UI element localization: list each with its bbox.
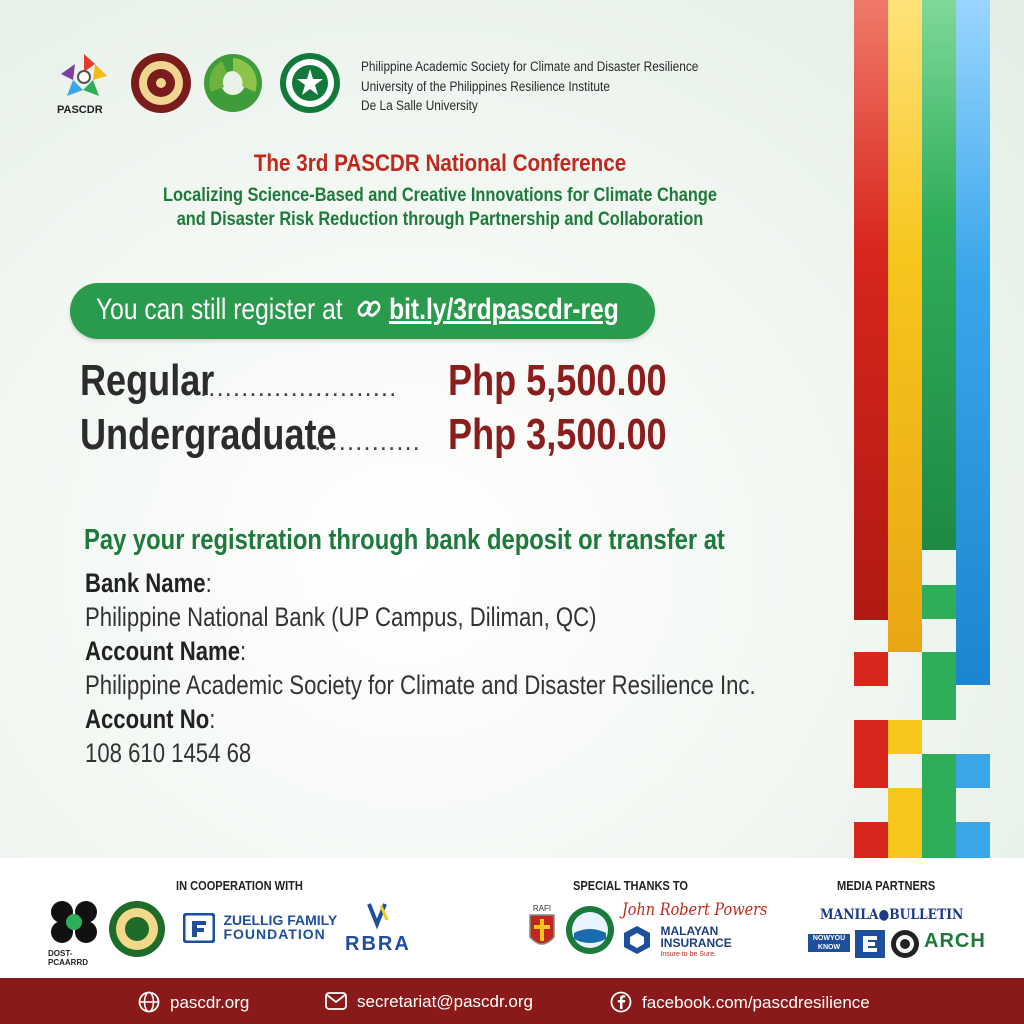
account-no-value: 108 610 1454 68 xyxy=(85,738,252,768)
e-logo xyxy=(855,930,885,958)
facebook-contact[interactable] xyxy=(610,991,870,1013)
media-seal xyxy=(890,929,920,964)
fee-dots: ............. xyxy=(314,426,421,456)
rbra-logo: RBRA xyxy=(345,902,411,956)
organizer-line: University of the Philippines Resilience Institute xyxy=(361,78,610,94)
fee-label: Undergraduate xyxy=(80,410,337,459)
globe-icon xyxy=(138,991,160,1013)
conference-title: The 3rd PASCDR National Conference xyxy=(253,150,627,177)
bank-name-value: Philippine National Bank (UP Campus, Diliman, QC) xyxy=(85,602,597,632)
pascdr-logo xyxy=(55,50,113,120)
plmun-seal xyxy=(108,900,166,963)
malayan-icon xyxy=(622,925,652,955)
bank-name-label: Bank Name xyxy=(85,568,206,598)
account-name-label: Account Name xyxy=(85,636,241,666)
zuellig-logo: ZUELLIG FAMILY FOUNDATION xyxy=(183,913,337,944)
fee-amount: Php 3,500.00 xyxy=(448,410,667,459)
media-heading: MEDIA PARTNERS xyxy=(837,878,936,893)
organizer-line: Philippine Academic Society for Climate and Disaster Resilience xyxy=(361,59,699,74)
payment-heading: Pay your registration through bank deposit or transfer at xyxy=(84,524,725,556)
account-no-label: Account No xyxy=(85,704,210,734)
fee-amount: Php 5,500.00 xyxy=(448,356,667,405)
dost-label: DOST-PCAARRD xyxy=(48,949,88,967)
conference-subtitle-line: Localizing Science-Based and Creative Innovations for Climate Change xyxy=(163,185,717,206)
manila-bulletin-logo: MANILA●BULLETIN xyxy=(820,907,964,923)
account-name-value: Philippine Academic Society for Climate and Disaster Resilience Inc. xyxy=(85,670,756,700)
registration-link[interactable]: bit.ly/3rdpascdr-reg xyxy=(389,293,619,326)
link-icon xyxy=(356,295,382,323)
organizer-line: De La Salle University xyxy=(361,98,478,113)
facebook-icon xyxy=(610,991,632,1013)
cooperation-heading: IN COOPERATION WITH xyxy=(176,878,303,893)
contact-bar xyxy=(0,978,1024,1024)
rbra-icon xyxy=(363,902,393,930)
conference-subtitle-line: and Disaster Risk Reduction through Partnership and Collaboration xyxy=(176,209,704,230)
thanks-heading: SPECIAL THANKS TO xyxy=(573,878,689,893)
registration-banner xyxy=(70,283,655,339)
fee-dots: ........................ xyxy=(200,372,398,402)
registration-prefix: You can still register at xyxy=(96,293,343,326)
up-seal xyxy=(130,52,192,119)
upri-logo xyxy=(202,52,264,119)
organizer-list xyxy=(361,57,698,116)
dost-pcaarrd-logo xyxy=(48,900,104,967)
malayan-logo: MALAYAN INSURANCE Insure to be Sure. xyxy=(622,925,732,961)
email-contact[interactable] xyxy=(325,991,533,1012)
pascdr-logo-label: PASCDR xyxy=(57,104,103,116)
website-contact[interactable] xyxy=(138,991,249,1013)
arch-logo: ARCH xyxy=(924,930,986,952)
jrp-logo: John Robert Powers xyxy=(622,900,768,920)
dlsu-seal xyxy=(279,52,341,119)
rafi-logo: RAFI xyxy=(528,904,556,958)
facebook-text: facebook.com/pascdresilience xyxy=(642,993,870,1012)
bank-details: Bank Name: Philippine National Bank (UP Campus, Diliman, QC) Account Name: Philippine Academic Society for Climate and Disaster Resilience Inc. Account No: 108 610 1454 68 xyxy=(85,568,756,768)
mail-icon xyxy=(325,991,347,1011)
nowyouknow-logo: NOWYOU KNOW xyxy=(808,934,850,952)
conference-subtitle xyxy=(62,184,819,232)
fee-label: Regular xyxy=(80,356,215,405)
zuellig-icon xyxy=(183,913,215,943)
denr-seal xyxy=(565,905,615,960)
email-text: secretariat@pascdr.org xyxy=(357,992,534,1011)
website-text: pascdr.org xyxy=(170,993,250,1012)
